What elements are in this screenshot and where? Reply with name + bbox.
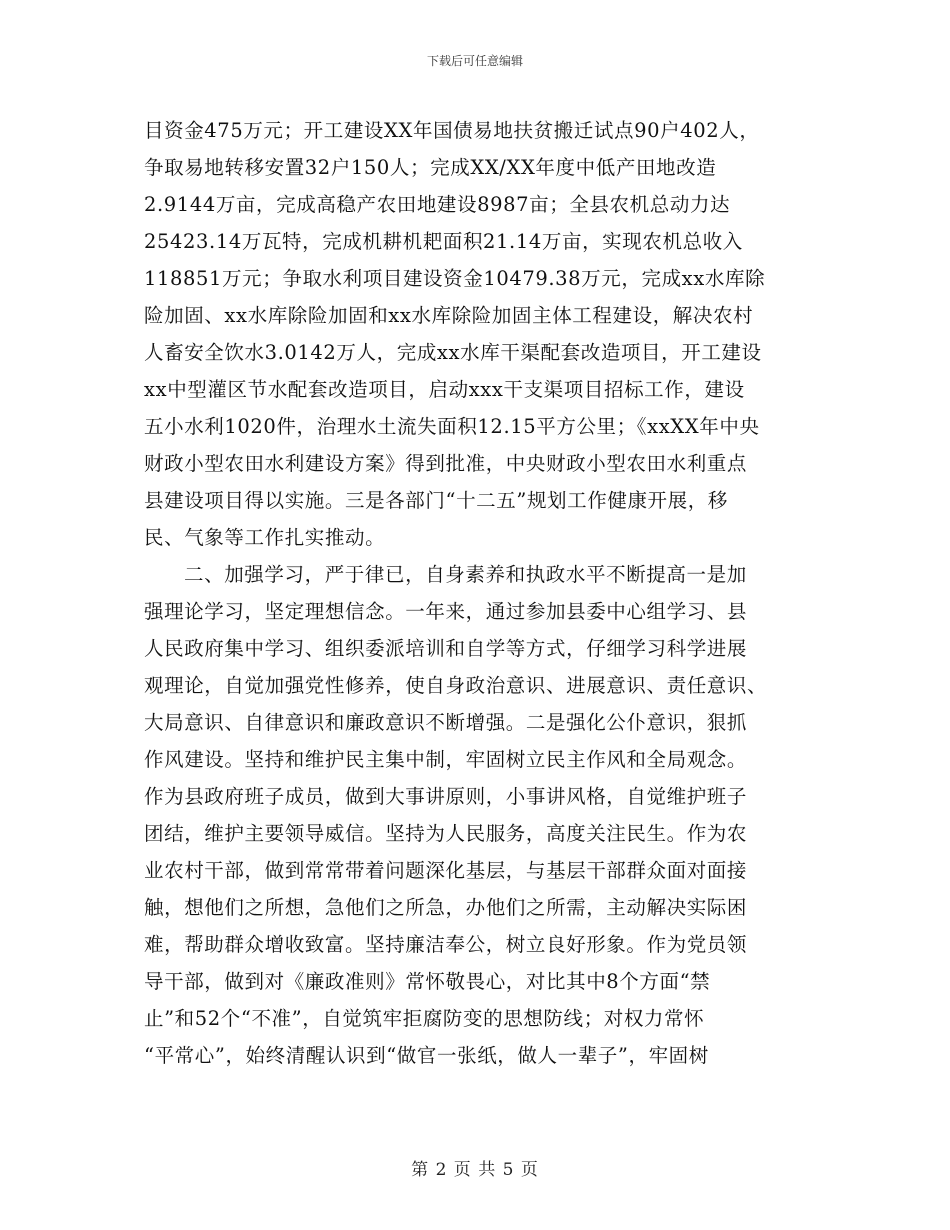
text-line: 作风建设。坚持和维护民主集中制，牢固树立民主作风和全局观念。 [144, 748, 748, 771]
text-line: 止”和52个“不准”，自觉筑牢拒腐防变的思想防线；对权力常怀 [144, 1007, 705, 1030]
text-line: 县建设项目得以实施。三是各部门“十二五”规划工作健康开展，移 [144, 489, 728, 512]
page-header: 下载后可任意编辑 [426, 54, 523, 68]
text-line: 五小水利1020件，治理水土流失面积12.15平方公里；《xxXX年中央 [144, 415, 760, 438]
text-line: xx中型灌区节水配套改造项目，启动xxx干支渠项目招标工作，建设 [144, 378, 745, 401]
text-line: 业农村干部，做到常常带着问题深化基层，与基层干部群众面对面接 [144, 859, 748, 882]
text-line: 民、气象等工作扎实推动。 [144, 526, 386, 549]
text-line: 人民政府集中学习、组织委派培训和自学等方式，仔细学习科学进展 [144, 637, 748, 660]
text-line: “平常心”，始终清醒认识到“做官一张纸，做人一辈子”，牢固树 [144, 1044, 709, 1067]
document-body [144, 112, 810, 1074]
text-line: 人畜安全饮水3.0142万人，完成xx水库干渠配套改造项目，开工建设 [144, 341, 762, 364]
text-line: 难，帮助群众增收致富。坚持廉洁奉公，树立良好形象。作为党员领 [144, 933, 748, 956]
text-line: 争取易地转移安置32户150人；完成XX/XX年度中低产田地改造 [144, 156, 717, 179]
text-line: 观理论，自觉加强党性修养，使自身政治意识、进展意识、责任意识、 [144, 674, 768, 697]
text-line: 大局意识、自律意识和廉政意识不断增强。二是强化公仆意识，狠抓 [144, 711, 748, 734]
text-line: 作为县政府班子成员，做到大事讲原则，小事讲风格，自觉维护班子 [144, 785, 748, 808]
text-line: 险加固、xx水库除险加固和xx水库除险加固主体工程建设，解决农村 [144, 304, 754, 327]
paragraph-first-line: 二、加强学习，严于律已，自身素养和执政水平不断提高一是加 [184, 563, 747, 586]
text-line: 财政小型农田水利建设方案》得到批准，中央财政小型农田水利重点 [144, 452, 748, 475]
text-line: 2.9144万亩，完成高稳产农田地建设8987亩；全县农机总动力达 [144, 193, 731, 216]
text-line: 触，想他们之所想，急他们之所急，办他们之所需，主动解决实际困 [144, 896, 748, 919]
text-line: 导干部，做到对《廉政准则》常怀敬畏心，对比其中8个方面“禁 [144, 970, 711, 993]
text-line: 25423.14万瓦特，完成机耕机耙面积21.14万亩，实现农机总收入 [144, 230, 743, 253]
text-line: 目资金475万元；开工建设XX年国债易地扶贫搬迁试点90户402人， [144, 119, 760, 142]
text-line: 118851万元；争取水利项目建设资金10479.38万元，完成xx水库除 [144, 267, 766, 290]
page-number: 第 2 页 共 5 页 [411, 1160, 539, 1180]
text-line: 团结，维护主要领导威信。坚持为人民服务，高度关注民生。作为农 [144, 822, 748, 845]
text-line: 强理论学习，坚定理想信念。一年来，通过参加县委中心组学习、县 [144, 600, 748, 623]
